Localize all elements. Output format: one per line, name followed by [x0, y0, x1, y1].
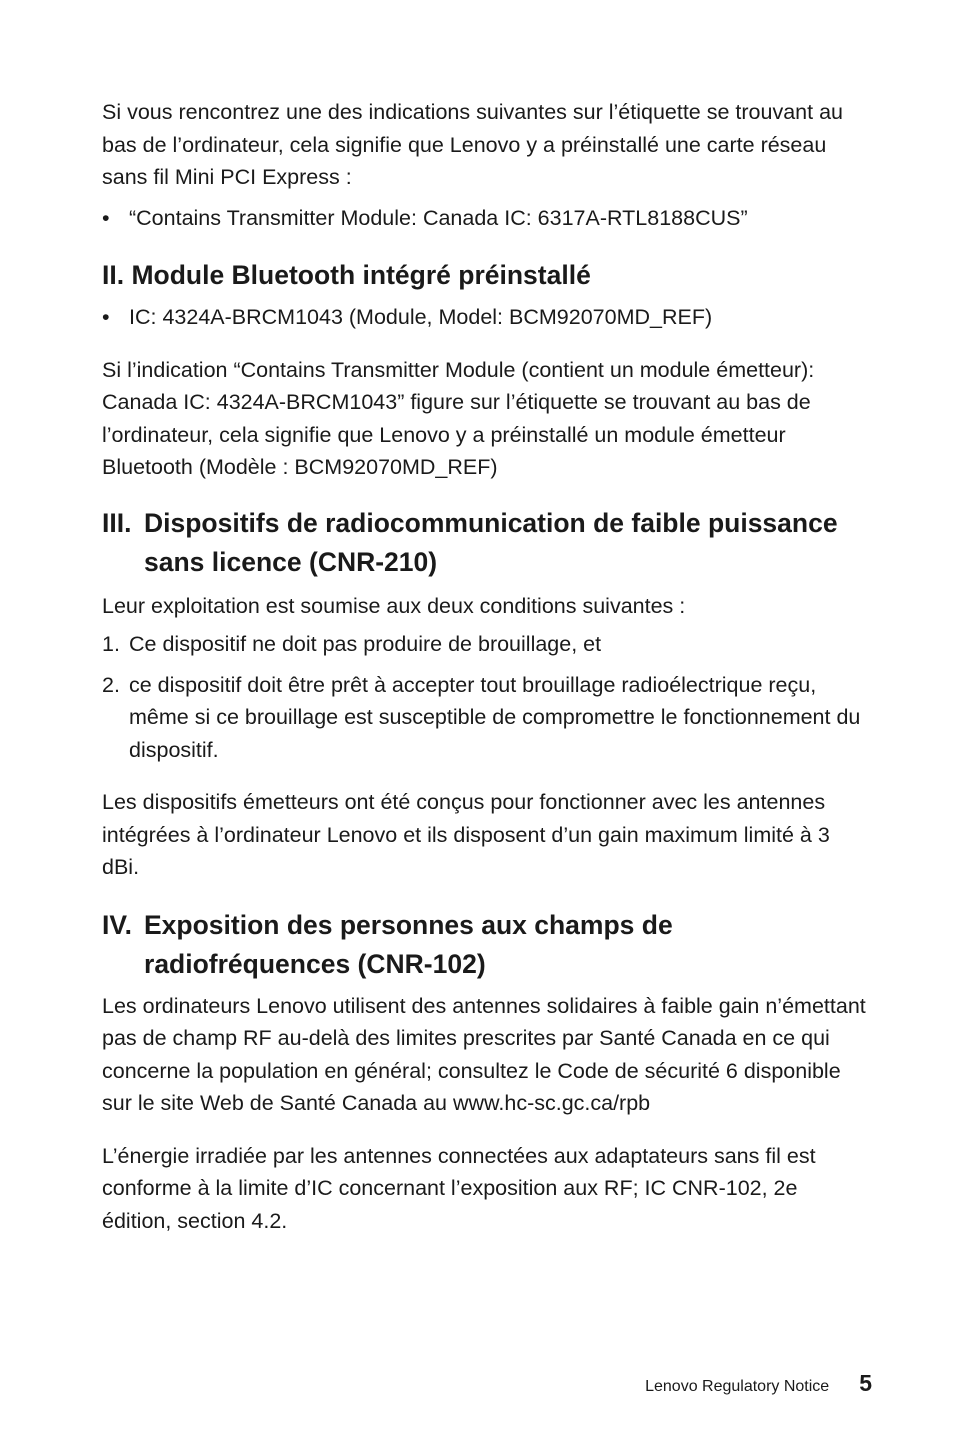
section-2-paragraph: Si l’indication “Contains Transmitter Module (contient un module émetteur): Canada IC: 4324A-BRCM1043” figure sur l’étiquette se trouvant au bas de l’ordinateur, cela signifie que Lenovo y a préinstallé un module émetteur Bluetooth (Modèle : BCM92070MD_REF) — [102, 357, 815, 479]
intro-paragraph: Si vous rencontrez une des indications suivantes sur l’étiquette se trouvant au bas de l’ordinateur, cela signifie que Lenovo y a préinstallé une carte réseau sans fil Mini PCI Express : — [102, 100, 843, 189]
page-footer — [645, 1370, 872, 1397]
document-page — [102, 96, 872, 1237]
item-number: 1. — [102, 632, 120, 656]
section-3-heading-number: III. — [102, 507, 132, 538]
section-3-heading — [102, 504, 872, 582]
item-text: ce dispositif doit être prêt à accepter tout brouillage radioélectrique reçu, même si ce brouillage est susceptible de compromettre le fonctionnement du dispositif. — [129, 672, 861, 762]
section-4-heading-number: IV. — [102, 909, 132, 940]
section-3-intro: Leur exploitation est soumise aux deux conditions suivantes : — [102, 593, 686, 618]
section-4-heading — [102, 906, 872, 984]
section-3-paragraph: Les dispositifs émetteurs ont été conçus pour fonctionner avec les antennes intégrées à l’ordinateur Lenovo et ils disposent d’un gain maximum limité à 3 dBi. — [102, 790, 830, 879]
bullet-mark: • — [102, 205, 110, 230]
footer-label: Lenovo Regulatory Notice — [645, 1378, 830, 1395]
numbered-item — [102, 628, 872, 661]
section-2-heading: II. Module Bluetooth intégré préinstallé — [102, 260, 591, 290]
section-4-heading-text: Exposition des personnes aux champs de radiofréquences (CNR-102) — [144, 909, 673, 979]
intro-bullet-item — [102, 202, 872, 235]
numbered-item — [102, 669, 872, 767]
bullet-mark: • — [102, 305, 110, 329]
section-3-heading-text: Dispositifs de radiocommunication de faible puissance sans licence (CNR-210) — [144, 507, 838, 577]
page-number: 5 — [859, 1370, 872, 1396]
item-number: 2. — [102, 672, 120, 697]
section-4-paragraph-2: L’énergie irradiée par les antennes connectées aux adaptateurs sans fil est conforme à la limite d’IC concernant l’exposition aux RF; IC CNR-102, 2e édition, section 4.2. — [102, 1143, 816, 1233]
section-2-bullet-item — [102, 301, 872, 334]
item-text: Ce dispositif ne doit pas produire de brouillage, et — [129, 632, 602, 656]
bullet-text: IC: 4324A-BRCM1043 (Module, Model: BCM92070MD_REF) — [129, 305, 713, 329]
bullet-text: “Contains Transmitter Module: Canada IC: 6317A-RTL8188CUS” — [129, 205, 748, 230]
section-4-paragraph-1: Les ordinateurs Lenovo utilisent des antennes solidaires à faible gain n’émettant pas de champ RF au-delà des limites prescrites par Santé Canada en ce qui concerne la population en général; consultez le Code de sécurité 6 disponible sur le site Web de Santé Canada au www.hc-sc.gc.ca/rpb — [102, 993, 866, 1115]
